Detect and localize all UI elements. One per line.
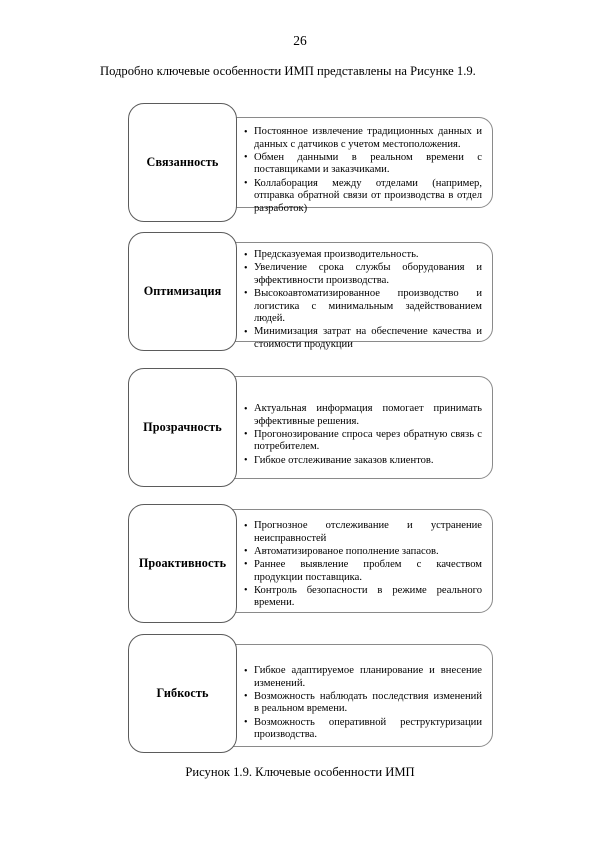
feature-bullet-item: • Раннее выявление проблем с качеством продукции поставщика. xyxy=(243,559,482,584)
feature-bullet-item: • Автоматизированое пополнение запасов. xyxy=(243,546,482,559)
feature-block xyxy=(0,634,600,753)
feature-label-box xyxy=(128,368,237,487)
feature-bullet-item: • Предсказуемая производительность. xyxy=(243,249,482,262)
features-diagram xyxy=(0,103,600,753)
feature-bullet-item: • Высокоавтоматизированное производство и логистика с минимальным задействованием людей. xyxy=(243,288,482,326)
feature-body-box xyxy=(232,242,493,350)
feature-block xyxy=(0,232,600,351)
feature-label-text: Оптимизация xyxy=(143,284,222,298)
feature-body-box xyxy=(232,644,493,747)
feature-bullet-item: • Прогонозирование спроса через обратную связь с потребителем. xyxy=(243,429,482,454)
feature-block xyxy=(0,504,600,623)
feature-bullet-item: • Прогнозное отслеживание и устранение неисправностей xyxy=(243,520,482,545)
feature-bullet-item: • Гибкое адаптируемое планирование и внесение изменений. xyxy=(243,665,482,690)
feature-block xyxy=(0,368,600,487)
feature-block xyxy=(0,103,600,222)
feature-bullet-list xyxy=(243,520,482,610)
feature-label-text: Проактивность xyxy=(138,556,227,570)
feature-label-box xyxy=(128,504,237,623)
feature-bullet-item: • Обмен данными в реальном времени с поставщиками и заказчиками. xyxy=(243,152,482,177)
feature-bullet-item: • Возможность оперативной реструктуризации производства. xyxy=(243,717,482,742)
feature-bullet-item: • Минимизация затрат на обеспечение качества и стоимости продукции xyxy=(243,326,482,351)
figure-caption: Рисунок 1.9. Ключевые особенности ИМП xyxy=(185,765,415,779)
feature-bullet-item: • Коллаборация между отделами (например, отправка обратной связи от производства в отдел разработок) xyxy=(243,178,482,216)
feature-label-box xyxy=(128,232,237,351)
feature-body-box xyxy=(232,117,493,214)
feature-bullet-item: • Возможность наблюдать последствия изменений в реальном времени. xyxy=(243,691,482,716)
feature-label-box xyxy=(128,634,237,753)
feature-bullet-list xyxy=(243,403,482,467)
feature-bullet-item: • Гибкое отслеживание заказов клиентов. xyxy=(243,455,482,468)
feature-bullet-list xyxy=(243,126,482,215)
feature-label-text: Связанность xyxy=(146,155,219,169)
feature-bullet-item: • Контроль безопасности в режиме реального времени. xyxy=(243,585,482,610)
feature-label-text: Гибкость xyxy=(156,686,209,700)
feature-label-text: Прозрачность xyxy=(143,420,222,434)
feature-label-box xyxy=(128,103,237,222)
feature-bullet-item: • Актуальная информация помогает принимать эффективные решения. xyxy=(243,403,482,428)
feature-bullet-list xyxy=(243,665,482,742)
page-number: 26 xyxy=(293,33,307,48)
intro-paragraph: Подробно ключевые особенности ИМП представлены на Рисунке 1.9. xyxy=(100,64,476,78)
feature-body-box xyxy=(232,376,493,479)
feature-bullet-list xyxy=(243,249,482,352)
feature-bullet-item: • Постоянное извлечение традиционных данных и данных с датчиков с учетом местоположения. xyxy=(243,126,482,151)
feature-bullet-item: • Увеличение срока службы оборудования и эффективности производства. xyxy=(243,262,482,287)
feature-body-box xyxy=(232,509,493,613)
